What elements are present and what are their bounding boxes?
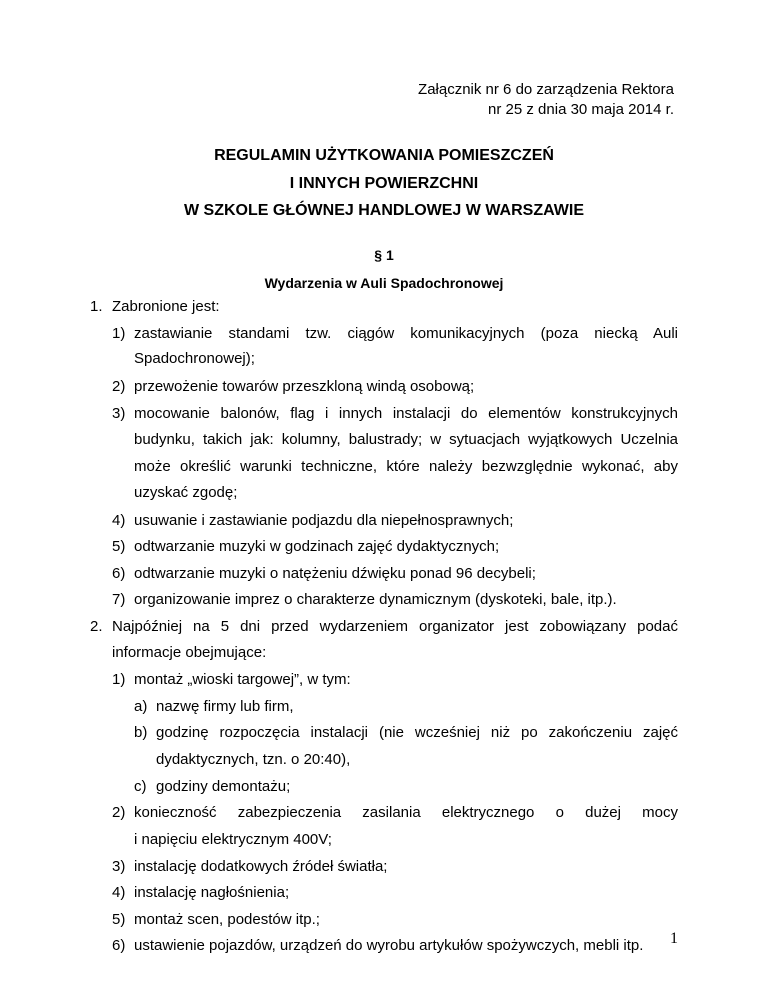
subitem-text: ustawienie pojazdów, urządzeń do wyrobu artykułów spożywczych, mebli itp. [134,937,644,954]
subitem-text: organizowanie imprez o charakterze dynamicznym (dyskoteki, bale, itp.). [134,591,617,608]
subitem-number: 4) [112,884,126,901]
document-title-line-1: REGULAMIN UŻYTKOWANIA POMIESZCZEŃ [214,147,554,164]
annex-line-1: Załącznik nr 6 do zarządzenia Rektora [418,81,674,98]
item-text-cont: informacje obejmujące: [112,644,267,661]
subitem-number: 6) [112,937,126,954]
subitem-number: 7) [112,591,126,608]
item-text: Zabronione jest: [112,298,220,315]
subitem-text: instalację dodatkowych źródeł światła; [134,858,388,875]
annex-line-2: nr 25 z dnia 30 maja 2014 r. [488,101,674,118]
letter-text: nazwę firmy lub firm, [156,698,294,715]
subitem-text-cont: może określić warunki techniczne, które należy bezwzględnie wykonać, aby [134,458,678,475]
letter-number: b) [134,724,148,741]
subitem-number: 4) [112,512,126,529]
subitem-text-cont: i napięciu elektrycznym 400V; [134,831,332,848]
subitem-number: 5) [112,911,126,928]
letter-text: godziny demontażu; [156,778,291,795]
letter-text: godzinę rozpoczęcia instalacji (nie wcześniej niż po zakończeniu zajęć [156,724,678,741]
subitem-number: 1) [112,671,126,688]
subitem-text: przewożenie towarów przeszkloną windą osobową; [134,378,475,395]
subitem-text: zastawianie standami tzw. ciągów komunikacyjnych (poza niecką Auli [134,325,678,342]
item-text: Najpóźniej na 5 dni przed wydarzeniem organizator jest zobowiązany podać [112,618,678,635]
subitem-number: 5) [112,538,126,555]
subitem-number: 6) [112,565,126,582]
letter-text-cont: dydaktycznych, tzn. o 20:40), [156,751,351,768]
subitem-text: montaż „wioski targowej”, w tym: [134,671,351,688]
section-symbol: § 1 [374,247,394,263]
subitem-text: montaż scen, podestów itp.; [134,911,320,928]
subitem-number: 2) [112,804,126,821]
subitem-number: 3) [112,405,126,422]
letter-number: c) [134,778,147,795]
subitem-text-cont: budynku, takich jak: kolumny, balustrady; w sytuacjach wyjątkowych Uczelnia [134,431,678,448]
subitem-text: mocowanie balonów, flag i innych instalacji do elementów konstrukcyjnych [134,405,678,422]
document-title-line-2: I INNYCH POWIERZCHNI [289,175,479,192]
subitem-text: odtwarzanie muzyki o natężeniu dźwięku ponad 96 decybeli; [134,565,536,582]
subitem-number: 2) [112,378,126,395]
document-title-line-3: W SZKOLE GŁÓWNEJ HANDLOWEJ W WARSZAWIE [184,202,584,219]
item-number: 2. [90,618,103,635]
letter-number: a) [134,698,148,715]
subitem-text: konieczność zabezpieczenia zasilania elektrycznego o dużej mocy [134,804,678,821]
subitem-text: odtwarzanie muzyki w godzinach zajęć dydaktycznych; [134,538,500,555]
section-heading: Wydarzenia w Auli Spadochronowej [264,275,504,291]
subitem-text: instalację nagłośnienia; [134,884,290,901]
item-number: 1. [90,298,103,315]
subitem-text-cont: uzyskać zgodę; [134,484,238,501]
subitem-number: 3) [112,858,126,875]
subitem-number: 1) [112,325,126,342]
subitem-text: usuwanie i zastawianie podjazdu dla niepełnosprawnych; [134,512,514,529]
page-number: 1 [670,930,678,947]
subitem-text-cont: Spadochronowej); [134,350,255,367]
